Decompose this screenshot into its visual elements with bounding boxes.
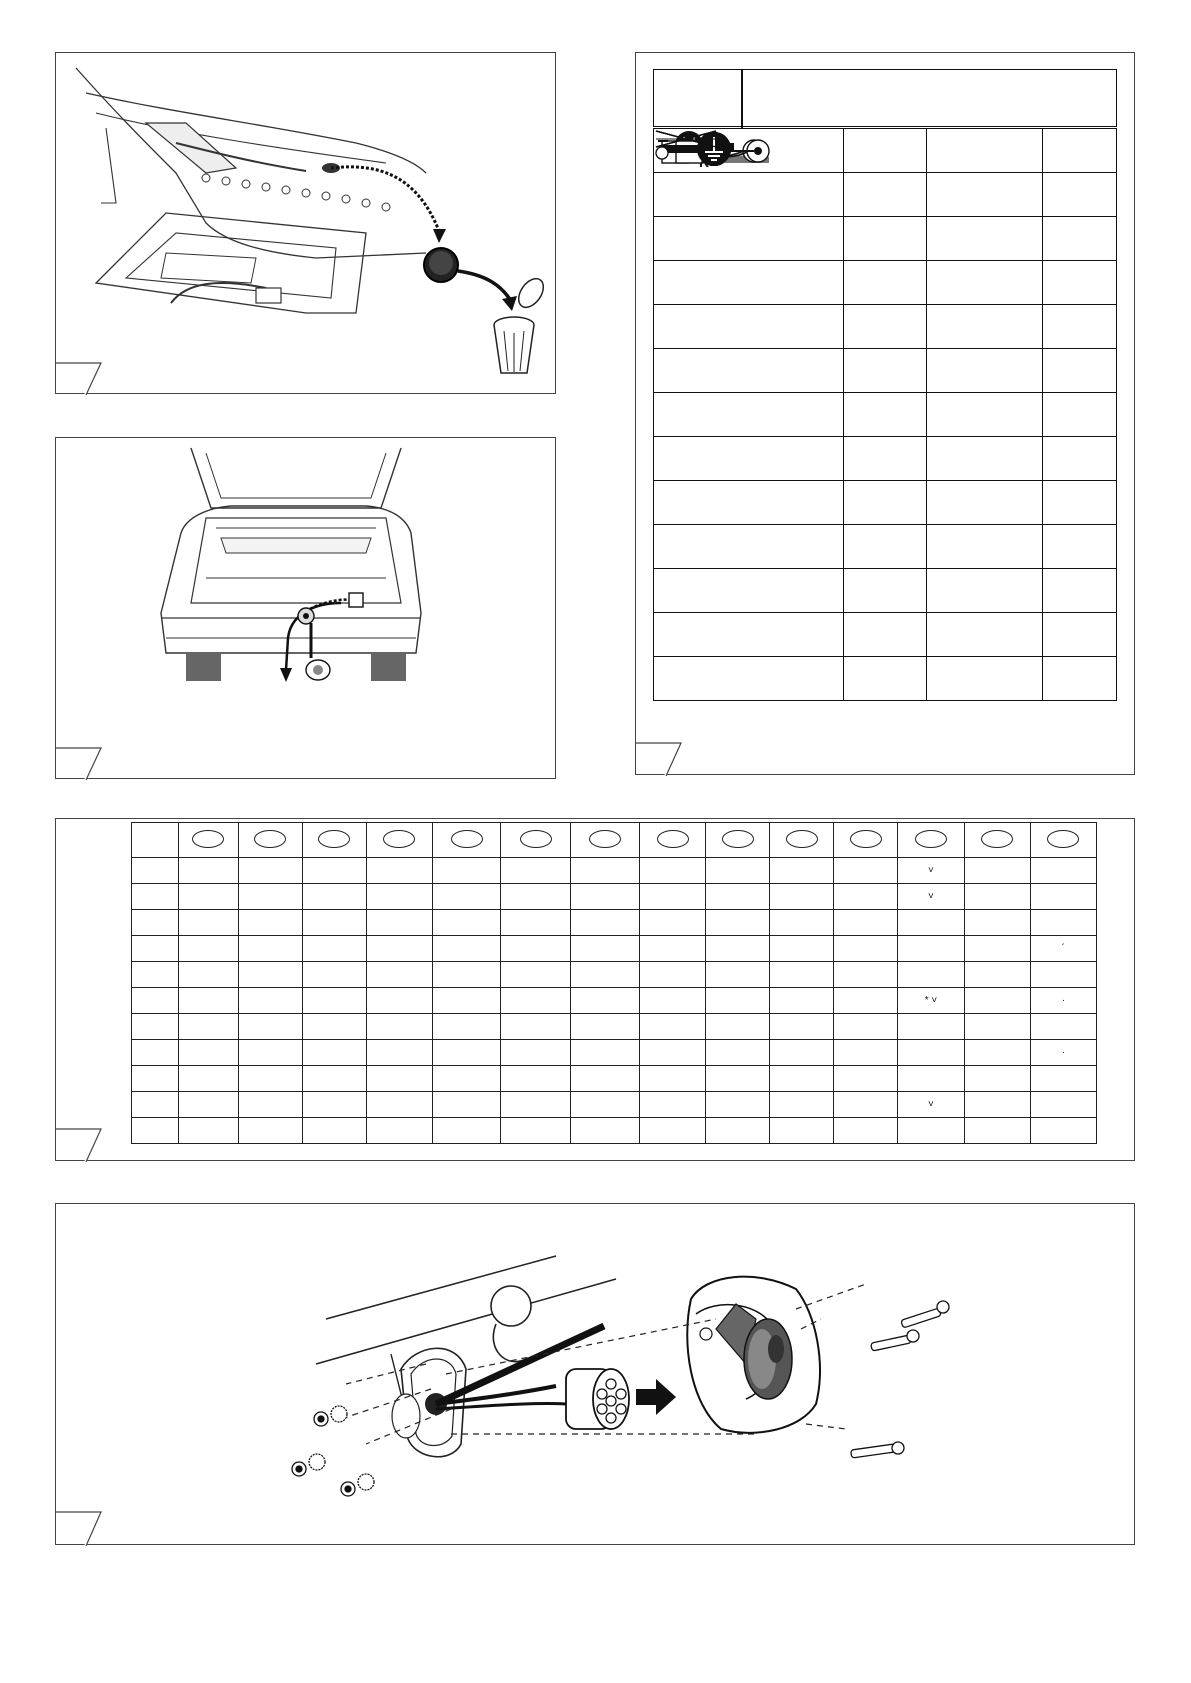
wiring-row [654,217,1117,261]
wiring-value-cell [1043,173,1117,217]
tab-notch [636,743,681,776]
wiring-function-cell [654,349,844,393]
wiring-row [654,173,1117,217]
wiring-value-cell [1043,657,1117,701]
trailer-socket-icon [306,660,330,680]
tab-notch-svg [56,819,1136,1162]
wiring-function-cell [654,437,844,481]
wiring-value-cell [843,657,927,701]
wiring-value-cell [927,349,1043,393]
wiring-value-cell [927,569,1043,613]
grid-mark: ˅ [928,1099,934,1110]
grid-mark: · [1061,995,1066,1006]
wiring-value-cell [843,393,927,437]
grid-mark: * ˅ [924,995,938,1006]
remove-plug-illustration [56,53,557,395]
tow-ball-icon [491,1286,531,1326]
wiring-function-cell [654,481,844,525]
wiring-value-cell [1043,305,1117,349]
wiring-row [654,437,1117,481]
wiring-value-cell [843,173,927,217]
wiring-value-cell [927,613,1043,657]
wiring-value-cell [927,437,1043,481]
wiring-value-cell [843,349,927,393]
wiring-value-cell [1043,217,1117,261]
screw-icons [851,1301,949,1458]
wiring-value-cell [927,305,1043,349]
wiring-value-cell [843,437,927,481]
wiring-value-cell [927,657,1043,701]
wiring-value-cell [1043,525,1117,569]
step-panel-wiring-table [635,52,1135,775]
wiring-value-cell [843,261,927,305]
tab-notch [56,1512,101,1546]
wiring-value-cell [1043,129,1117,173]
wiring-row [654,481,1117,525]
wiring-value-cell [927,129,1043,173]
wiring-function-cell [654,173,844,217]
connector-plug-icon [566,1369,629,1429]
wiring-function-cell [654,305,844,349]
wiring-value-cell [927,525,1043,569]
wiring-value-cell [1043,481,1117,525]
wiring-value-cell [1043,437,1117,481]
wiring-row [654,393,1117,437]
wiring-value-cell [927,261,1043,305]
wiring-function-cell [654,657,844,701]
wiring-value-cell [927,393,1043,437]
wiring-row [654,261,1117,305]
wiring-value-cell [927,217,1043,261]
grid-mark: ´ [1061,943,1066,954]
wiring-function-cell [654,525,844,569]
step-panel-route-harness [55,437,556,779]
wiring-value-cell [843,129,927,173]
tab-notch [56,363,101,395]
wiring-value-cell [843,569,927,613]
grid-mark: ˅ [928,865,934,876]
wiring-row [654,349,1117,393]
wiring-row [654,657,1117,701]
tab-notch [56,748,101,780]
step-panel-remove-plug [55,52,556,394]
grid-mark: · [1061,1047,1066,1058]
socket-mounting-illustration [56,1204,1136,1546]
wiring-function-cell [654,217,844,261]
wiring-value-cell [843,525,927,569]
wiring-value-cell [843,613,927,657]
wiring-function-cell [654,569,844,613]
wiring-function-cell [654,613,844,657]
step-panel-socket-mounting [55,1203,1135,1545]
grid-mark: ˅ [928,891,934,902]
wiring-row [654,525,1117,569]
wiring-value-cell [1043,349,1117,393]
wiring-row [654,569,1117,613]
arrow-right-icon [636,1379,676,1415]
wiring-value-cell [843,217,927,261]
route-harness-illustration [56,438,557,780]
wiring-value-cell [927,481,1043,525]
nut-washer-icons [292,1406,374,1496]
socket-housing-icon [687,1277,820,1433]
wiring-value-cell [1043,613,1117,657]
wiring-value-cell [1043,261,1117,305]
tab-notch [56,1129,101,1162]
wiring-value-cell [927,173,1043,217]
step-panel-compatibility-grid [55,818,1135,1161]
wiring-function-cell [654,393,844,437]
wiring-value-cell [1043,569,1117,613]
wiring-value-cell [843,481,927,525]
not-applicable-cross-icon [654,129,718,149]
wiring-row [654,305,1117,349]
wiring-value-cell [1043,393,1117,437]
wiring-function-cell [654,261,844,305]
wiring-value-cell [843,305,927,349]
wiring-table-header [653,69,1117,127]
wiring-row [654,613,1117,657]
wiring-table [653,128,1117,701]
